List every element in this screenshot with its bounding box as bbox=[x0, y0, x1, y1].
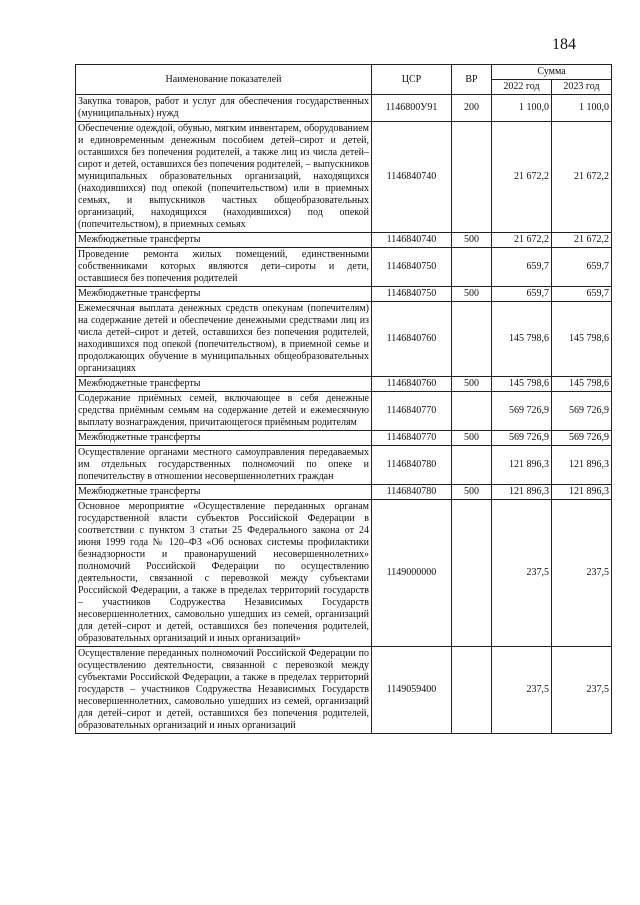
row-sum-2022-cell: 1 100,0 bbox=[492, 95, 552, 122]
row-csr-cell: 1149000000 bbox=[372, 500, 452, 647]
row-name-cell: Проведение ремонта жилых помещений, единственными собственниками которых являются дети–сироты и дети, оставшиеся без попечения родителей bbox=[76, 248, 372, 287]
row-vr-cell bbox=[452, 500, 492, 647]
table-row bbox=[76, 485, 612, 500]
row-sum-2023-cell: 1 100,0 bbox=[552, 95, 612, 122]
row-name-cell: Осуществление переданных полномочий Российской Федерации по осуществлению деятельности, связанной с перевозкой между субъектами Российской Федерации, а также в пределах территорий государств – участников Содружества Независимых Государств несовершеннолетних, самовольно ушедших из семей, организаций для детей–сирот и детей, оставшихся без попечения родителей, образовательных организаций и иных организаций bbox=[76, 647, 372, 734]
row-name-cell: Межбюджетные трансферты bbox=[76, 233, 372, 248]
table-row bbox=[76, 500, 612, 647]
row-name-cell: Ежемесячная выплата денежных средств опекунам (попечителям) на содержание детей и обеспечение денежными средствами лиц из числа детей–сирот и детей, оставшихся без попечения родителей, находившихся под опекой (попечительством), в приемной семье и продолжающих обучение в муниципальных общеобразовательных организациях bbox=[76, 302, 372, 377]
row-vr-cell bbox=[452, 647, 492, 734]
row-name-cell: Содержание приёмных семей, включающее в себя денежные средства приёмным семьям на содержание детей и ежемесячную выплату вознаграждения, причитающегося приёмным родителям bbox=[76, 392, 372, 431]
row-sum-2022-cell: 121 896,3 bbox=[492, 446, 552, 485]
row-vr-cell bbox=[452, 302, 492, 377]
row-name-cell: Основное мероприятие «Осуществление переданных органам государственной власти субъектов Российской Федерации в соответствии с пунктом 3 статьи 25 Федерального закона от 24 июня 1999 года № 120–ФЗ «Об основах системы профилактики безнадзорности и правонарушений несовершеннолетних» полномочий Российской Федерации по осуществлению деятельности, связанной с перевозкой между субъектами Российской Федерации, а также в пределах территорий государств – участников Содружества Независимых Государств несовершеннолетних, самовольно ушедших из семей, организаций для детей–сирот и детей, оставшихся без попечения родителей, образовательных организаций и иных организаций» bbox=[76, 500, 372, 647]
row-csr-cell: 1146840770 bbox=[372, 392, 452, 431]
row-name-cell: Осуществление органами местного самоуправления передаваемых им отдельных государственных полномочий по опеке и попечительству в отношении несовершеннолетних граждан bbox=[76, 446, 372, 485]
table-row bbox=[76, 392, 612, 431]
row-sum-2022-cell: 21 672,2 bbox=[492, 233, 552, 248]
row-sum-2022-cell: 21 672,2 bbox=[492, 122, 552, 233]
row-sum-2023-cell: 659,7 bbox=[552, 248, 612, 287]
row-csr-cell: 1146840780 bbox=[372, 485, 452, 500]
page-number: 184 bbox=[552, 36, 576, 53]
row-vr-cell: 500 bbox=[452, 377, 492, 392]
header-vr: ВР bbox=[452, 65, 492, 95]
header-row-top bbox=[76, 65, 612, 80]
table-row bbox=[76, 431, 612, 446]
budget-table bbox=[75, 64, 612, 734]
row-sum-2023-cell: 237,5 bbox=[552, 500, 612, 647]
row-csr-cell: 1149059400 bbox=[372, 647, 452, 734]
row-sum-2023-cell: 569 726,9 bbox=[552, 431, 612, 446]
row-sum-2023-cell: 121 896,3 bbox=[552, 446, 612, 485]
row-vr-cell: 200 bbox=[452, 95, 492, 122]
table-row bbox=[76, 122, 612, 233]
header-name: Наименование показателей bbox=[76, 65, 372, 95]
row-name-cell: Межбюджетные трансферты bbox=[76, 287, 372, 302]
row-vr-cell: 500 bbox=[452, 431, 492, 446]
row-name-cell: Межбюджетные трансферты bbox=[76, 377, 372, 392]
row-sum-2023-cell: 145 798,6 bbox=[552, 377, 612, 392]
row-sum-2022-cell: 145 798,6 bbox=[492, 302, 552, 377]
row-name-cell: Межбюджетные трансферты bbox=[76, 431, 372, 446]
row-vr-cell: 500 bbox=[452, 485, 492, 500]
header-year-2022: 2022 год bbox=[492, 80, 552, 95]
header-sum: Сумма bbox=[492, 65, 612, 80]
row-csr-cell: 1146840750 bbox=[372, 248, 452, 287]
row-csr-cell: 1146840740 bbox=[372, 122, 452, 233]
row-csr-cell: 1146840760 bbox=[372, 302, 452, 377]
row-vr-cell: 500 bbox=[452, 233, 492, 248]
row-csr-cell: 1146840750 bbox=[372, 287, 452, 302]
row-sum-2022-cell: 237,5 bbox=[492, 647, 552, 734]
table-row bbox=[76, 95, 612, 122]
row-csr-cell: 1146840760 bbox=[372, 377, 452, 392]
row-csr-cell: 1146800У91 bbox=[372, 95, 452, 122]
row-csr-cell: 1146840740 bbox=[372, 233, 452, 248]
row-name-cell: Межбюджетные трансферты bbox=[76, 485, 372, 500]
row-sum-2022-cell: 659,7 bbox=[492, 287, 552, 302]
row-sum-2023-cell: 21 672,2 bbox=[552, 233, 612, 248]
row-vr-cell bbox=[452, 248, 492, 287]
row-sum-2023-cell: 569 726,9 bbox=[552, 392, 612, 431]
row-sum-2022-cell: 569 726,9 bbox=[492, 431, 552, 446]
row-sum-2023-cell: 145 798,6 bbox=[552, 302, 612, 377]
table-body bbox=[76, 95, 612, 734]
table-row bbox=[76, 233, 612, 248]
table-row bbox=[76, 377, 612, 392]
row-csr-cell: 1146840780 bbox=[372, 446, 452, 485]
row-csr-cell: 1146840770 bbox=[372, 431, 452, 446]
table-row bbox=[76, 647, 612, 734]
row-vr-cell: 500 bbox=[452, 287, 492, 302]
row-name-cell: Закупка товаров, работ и услуг для обеспечения государственных (муниципальных) нужд bbox=[76, 95, 372, 122]
table-row bbox=[76, 302, 612, 377]
row-vr-cell bbox=[452, 392, 492, 431]
row-vr-cell bbox=[452, 122, 492, 233]
row-sum-2023-cell: 659,7 bbox=[552, 287, 612, 302]
row-sum-2023-cell: 121 896,3 bbox=[552, 485, 612, 500]
header-year-2023: 2023 год bbox=[552, 80, 612, 95]
header-csr: ЦСР bbox=[372, 65, 452, 95]
row-sum-2022-cell: 121 896,3 bbox=[492, 485, 552, 500]
table-row bbox=[76, 287, 612, 302]
row-sum-2022-cell: 237,5 bbox=[492, 500, 552, 647]
table-row bbox=[76, 446, 612, 485]
table-row bbox=[76, 248, 612, 287]
row-sum-2022-cell: 569 726,9 bbox=[492, 392, 552, 431]
row-vr-cell bbox=[452, 446, 492, 485]
row-sum-2023-cell: 237,5 bbox=[552, 647, 612, 734]
row-sum-2023-cell: 21 672,2 bbox=[552, 122, 612, 233]
row-sum-2022-cell: 145 798,6 bbox=[492, 377, 552, 392]
row-sum-2022-cell: 659,7 bbox=[492, 248, 552, 287]
row-name-cell: Обеспечение одеждой, обувью, мягким инвентарем, оборудованием и единовременным денежным пособием детей–сирот и детей, оставшихся без попечения родителей, а также лиц из числа детей–сирот и детей, оставшихся без попечения родителей, – выпускников муниципальных образовательных организаций, находящихся (находившихся) под опекой (попечительством) или в приемных семьях, и выпускников частных общеобразовательных организаций, находящихся (находившихся) под опекой (попечительством), в приемных семьях bbox=[76, 122, 372, 233]
